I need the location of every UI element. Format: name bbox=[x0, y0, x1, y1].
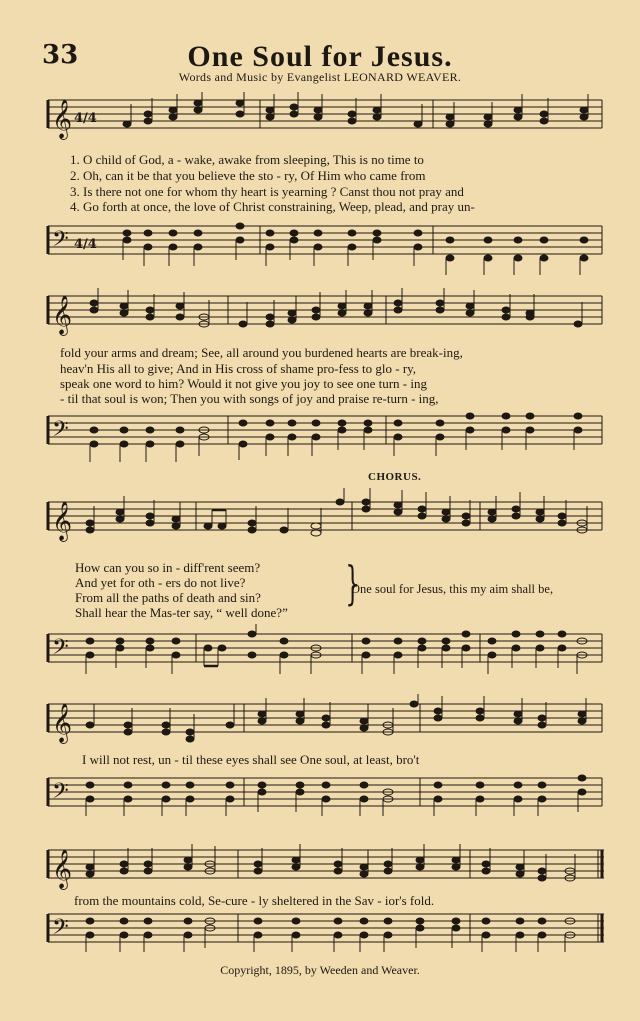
verse-brace: } bbox=[345, 556, 360, 610]
system-1-verse-4: 4. Go forth at once, the love of Christ constraining, Weep, plead, and pray un- bbox=[70, 199, 475, 214]
system-4-bass-staff bbox=[0, 772, 640, 822]
system-2-verse-2: heav'n His all to give; And in His cross of shame pro-fess to glo - ry, bbox=[60, 361, 417, 376]
system-2-treble-staff bbox=[0, 286, 640, 340]
system-3-bass-staff bbox=[0, 624, 640, 684]
system-1-verse-1: 1. O child of God, a - wake, awake from sleeping, This is no time to bbox=[70, 152, 424, 167]
hymn-title: One Soul for Jesus. bbox=[187, 40, 453, 73]
system-3-verse-4: Shall hear the Mas-ter say, “ well done?” bbox=[75, 605, 288, 620]
treble-clef-icon: 𝄞 bbox=[52, 703, 73, 743]
treble-clef-icon: 𝄞 bbox=[52, 849, 73, 889]
bass-clef-icon: 𝄢 bbox=[52, 635, 69, 665]
system-1-verse-3: 3. Is there not one for whom thy heart is yearning ? Canst thou not pray and bbox=[70, 184, 464, 199]
refrain-line: One soul for Jesus, this my aim shall be, bbox=[351, 582, 554, 596]
system-2-verse-4: - til that soul is won; Then you with songs of joy and praise re-turn - ing, bbox=[60, 391, 439, 406]
system-4-treble-staff bbox=[0, 694, 640, 748]
bass-clef-icon: 𝄢 bbox=[52, 779, 69, 809]
system-1-treble-staff bbox=[0, 92, 640, 146]
treble-clef-icon: 𝄞 bbox=[52, 99, 73, 139]
system-4-lyric: I will not rest, un - til these eyes shall see One soul, at least, bro't bbox=[82, 752, 420, 767]
system-2-verse-1: fold your arms and dream; See, all around you burdened hearts are break-ing, bbox=[60, 345, 463, 360]
bass-time-signature: 4/4 bbox=[74, 237, 97, 252]
system-3-verse-1: How can you so in - diff'rent seem? bbox=[75, 560, 261, 575]
system-5-treble-staff bbox=[0, 840, 640, 894]
copyright-notice: Copyright, 1895, by Weeden and Weaver. bbox=[220, 963, 420, 977]
treble-clef-icon: 𝄞 bbox=[52, 501, 73, 541]
system-3-verse-2: And yet for oth - ers do not live? bbox=[75, 575, 246, 590]
bass-clef-icon: 𝄢 bbox=[52, 227, 69, 257]
page-number: 33 bbox=[42, 40, 79, 70]
system-2-bass-staff bbox=[0, 410, 640, 470]
system-2-verse-3: speak one word to him? Would it not give you joy to see one turn - ing bbox=[60, 376, 427, 391]
system-1-bass-staff bbox=[0, 220, 640, 280]
treble-clef-icon: 𝄞 bbox=[52, 295, 73, 335]
bass-clef-icon: 𝄢 bbox=[52, 915, 69, 945]
composer-credit: Words and Music by Evangelist LEONARD WEAVER. bbox=[178, 70, 462, 84]
bass-clef-icon: 𝄢 bbox=[52, 417, 69, 447]
time-signature: 4/4 bbox=[74, 111, 97, 126]
system-3-treble-staff bbox=[0, 488, 640, 546]
chorus-label: CHORUS. bbox=[368, 471, 422, 483]
system-5-lyric: from the mountains cold, Se-cure - ly sheltered in the Sav - ior's fold. bbox=[74, 893, 435, 908]
system-3-verse-3: From all the paths of death and sin? bbox=[75, 590, 261, 605]
system-5-bass-staff bbox=[0, 908, 640, 958]
system-1-verse-2: 2. Oh, can it be that you believe the sto - ry, Of Him who came from bbox=[70, 168, 426, 183]
